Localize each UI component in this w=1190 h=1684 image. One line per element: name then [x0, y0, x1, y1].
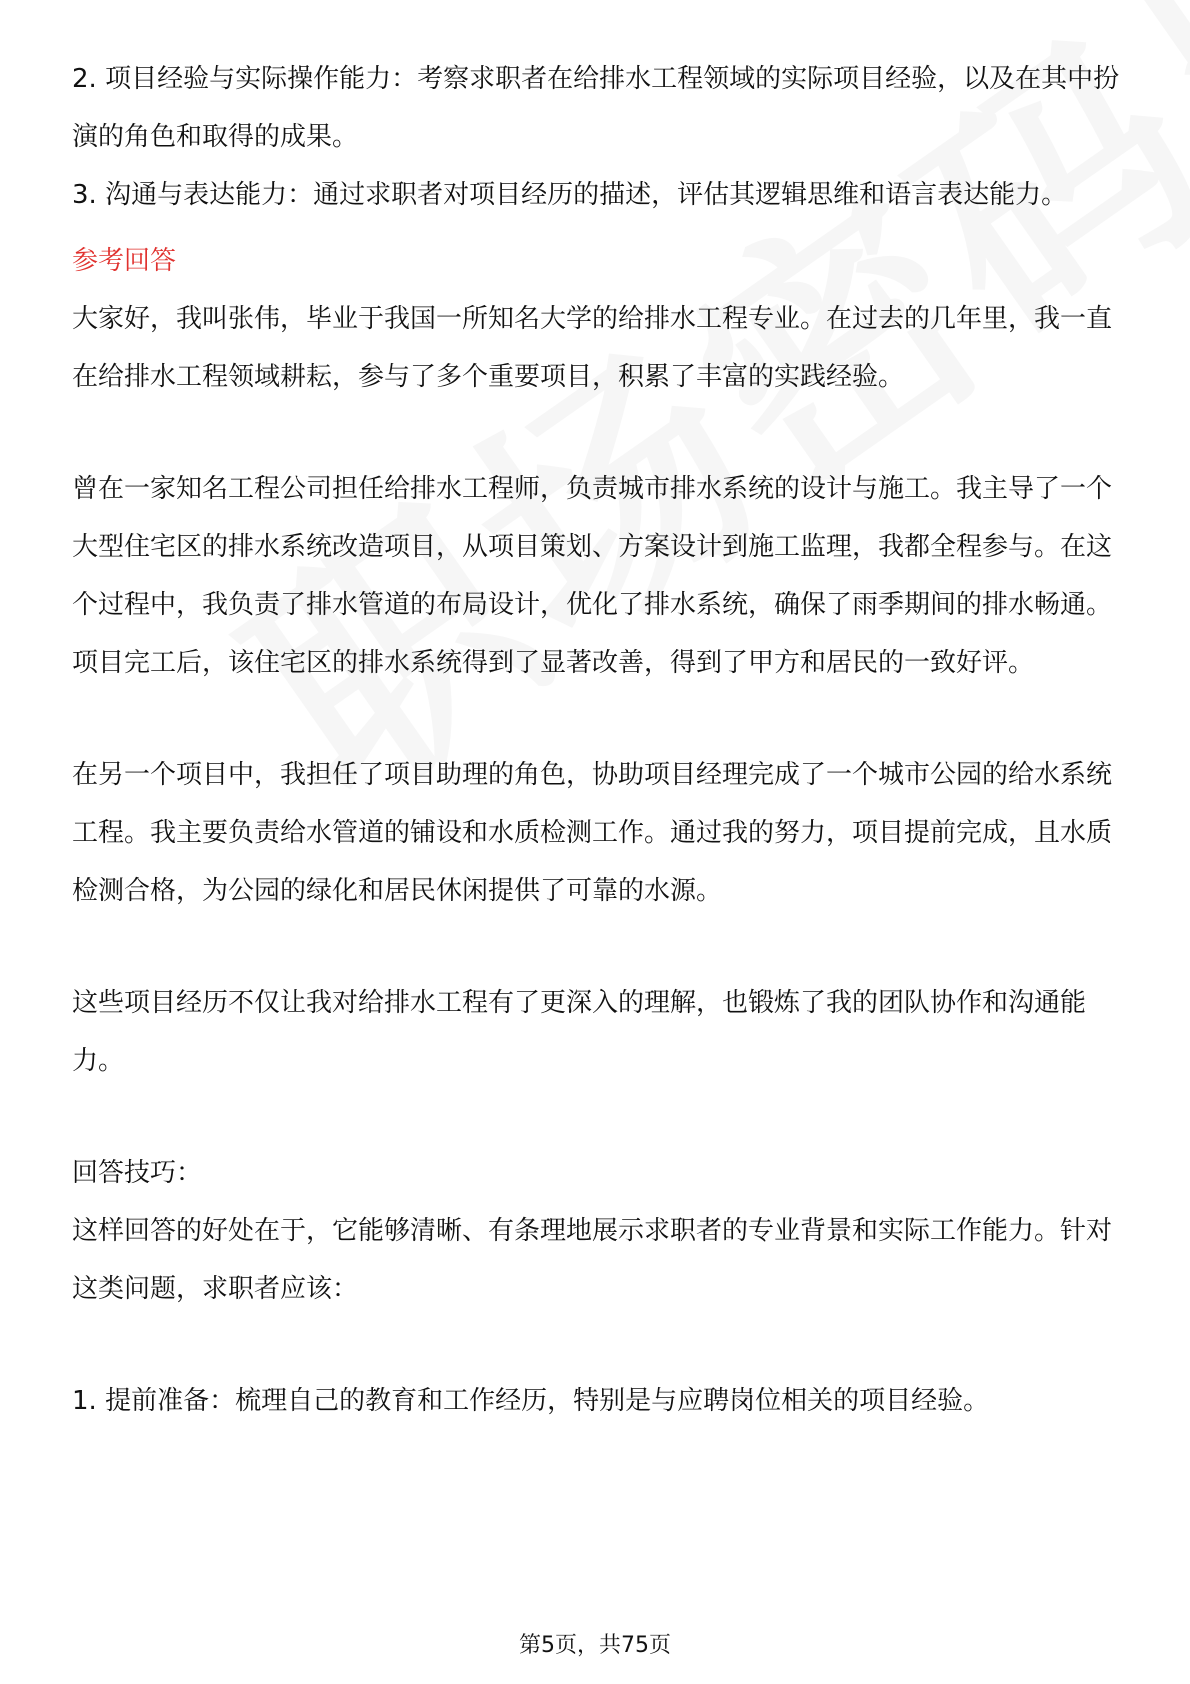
answer-paragraph-summary: 这些项目经历不仅让我对给排水工程有了更深入的理解，也锻炼了我的团队协作和沟通能力。 — [72, 988, 1087, 1076]
page-number-footer: 第5页，共75页 — [519, 1633, 671, 1658]
answer-paragraph-intro: 大家好，我叫张伟，毕业于我国一所知名大学的给排水工程专业。在过去的几年里，我一直在给排水工程领域耕耘，参与了多个重要项目，积累了丰富的实践经验。 — [72, 304, 1113, 392]
tip-item-prepare: 1. 提前准备：梳理自己的教育和工作经历，特别是与应聘岗位相关的项目经验。 — [72, 1386, 990, 1416]
answer-paragraph-project-1: 曾在一家知名工程公司担任给排水工程师，负责城市排水系统的设计与施工。我主导了一个大型住宅区的排水系统改造项目，从项目策划、方案设计到施工监理，我都全程参与。在这个过程中，我负责了排水管道的布局设计，优化了排水系统，确保了雨季期间的排水畅通。项目完工后，该住宅区的排水系统得到了显著改善，得到了甲方和居民的一致好评。 — [72, 474, 1113, 678]
answer-paragraph-project-2: 在另一个项目中，我担任了项目助理的角色，协助项目经理完成了一个城市公园的给水系统工程。我主要负责给水管道的铺设和水质检测工作。通过我的努力，项目提前完成，且水质检测合格，为公园的绿化和居民休闲提供了可靠的水源。 — [72, 760, 1113, 906]
page-content — [72, 50, 1120, 1430]
list-item-project-experience: 2. 项目经验与实际操作能力：考察求职者在给排水工程领域的实际项目经验，以及在其中扮演的角色和取得的成果。 — [72, 64, 1120, 152]
list-item-communication: 3. 沟通与表达能力：通过求职者对项目经历的描述，评估其逻辑思维和语言表达能力。 — [72, 180, 1068, 210]
tips-intro: 这样回答的好处在于，它能够清晰、有条理地展示求职者的专业背景和实际工作能力。针对这类问题，求职者应该： — [72, 1216, 1113, 1304]
section-heading-reference-answer: 参考回答 — [72, 246, 177, 276]
tips-title: 回答技巧： — [72, 1158, 203, 1188]
